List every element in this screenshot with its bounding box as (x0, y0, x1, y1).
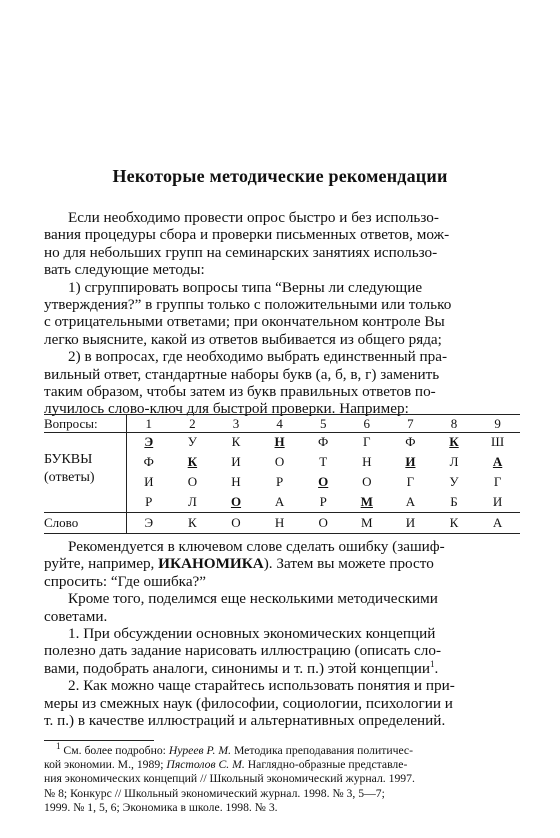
answer-letter: К (187, 454, 198, 469)
table-column-rule (126, 414, 127, 533)
question-number: 8 (450, 416, 458, 431)
advice1-text: вами, подобрать аналоги, синонимы и т. п.) этой концепции (44, 659, 430, 677)
answer-letter: О (318, 474, 329, 489)
answer-letter: Ш (491, 434, 505, 449)
advice2-line: меры из смежных наук (философии, социологии, психологии и (44, 694, 453, 712)
intro-line: вать следующие методы: (44, 261, 205, 279)
footnote-number: 1 (56, 741, 61, 752)
question-number: 4 (276, 416, 283, 431)
answer-letter: Р (319, 494, 327, 509)
answer-letter: Л (449, 454, 459, 469)
method1-line: утверждения?” в группы только с положительными или только (44, 296, 452, 314)
answer-letter: Ф (405, 434, 416, 449)
answer-letter: М (360, 494, 373, 509)
footnote-line: ния экономических концепций // Школьный экономический журнал. 1997. (44, 772, 415, 786)
answer-letter: И (144, 474, 154, 489)
questions-label: Вопросы: (44, 416, 98, 431)
answer-letter: Э (144, 434, 154, 449)
answer-letter: Р (145, 494, 153, 509)
question-number: 5 (319, 416, 327, 431)
table-word-rule (44, 512, 520, 513)
intro-line: но для небольших групп на семинарских занятиях использо- (44, 243, 438, 261)
answer-letter: Ф (143, 454, 154, 469)
key-word-letter: О (318, 515, 328, 530)
advice2-line: 2. Как можно чаще старайтесь использовать понятия и при- (68, 677, 455, 695)
answer-letter: И (231, 454, 241, 469)
body-text-upper (44, 209, 520, 418)
footnote-text: См. более подробно: (60, 744, 169, 757)
answer-letter: И (492, 494, 503, 509)
footnote-line (44, 741, 520, 758)
key-word-letter: О (231, 515, 241, 530)
recommend-line: спросить: “Где ошибка?” (44, 572, 207, 590)
footnote-text: Методика преподавания политичес- (231, 744, 414, 757)
advice2-line: т. п.) в качестве иллюстраций и альтернативных определений. (44, 712, 446, 730)
answer-key-table (44, 414, 520, 533)
answer-letter: О (362, 474, 372, 489)
key-word-letter: К (188, 515, 197, 530)
letters-sublabel: (ответы) (44, 470, 95, 485)
footnote-author: Пястолов С. М. (166, 758, 245, 772)
footnote-line: 1999. № 1, 5, 6; Экономика в школе. 1998. № 3. (44, 800, 278, 814)
answer-letter: Б (450, 494, 458, 509)
method1-line: с отрицательными ответами; при окончательном контроле Вы (44, 313, 445, 331)
recommend-line (44, 555, 520, 572)
key-word-letter: А (492, 515, 503, 530)
answer-letter: О (230, 494, 242, 509)
answer-letter: О (274, 454, 285, 469)
section-heading: Некоторые методические рекомендации (112, 166, 448, 186)
footnote-text: кой экономии. М., 1989; (44, 758, 167, 772)
question-number: 3 (232, 416, 240, 431)
recommend-line: Рекомендуется в ключевом слове сделать ошибку (зашиф- (68, 538, 445, 555)
answer-letter: Н (362, 454, 372, 469)
method2-line: 2) в вопросах, где необходимо выбрать единственный пра- (68, 348, 448, 366)
footnote-line: № 8; Конкурс // Школьный экономический журнал. 1998. № 3, 5—7; (44, 786, 385, 800)
footnote (44, 741, 520, 815)
answer-letter: К (449, 434, 459, 449)
answer-letter: А (274, 494, 285, 509)
question-number: 1 (145, 416, 153, 431)
question-number: 2 (189, 416, 196, 431)
answer-letter: О (187, 474, 198, 489)
method2-line: лучилось слово-ключ для быстрой проверки. Например: (44, 400, 409, 418)
answer-letter: У (449, 474, 459, 489)
answer-letter: И (405, 454, 416, 469)
body-text-lower (44, 538, 520, 729)
answer-letter: Т (319, 454, 328, 469)
answer-letter: Н (274, 434, 285, 449)
advice1-line: 1. При обсуждении основных экономических концепций (68, 625, 436, 643)
key-word-letter: Э (144, 515, 154, 530)
intro-line: Если необходимо провести опрос быстро и без использо- (68, 209, 439, 226)
answer-letter: У (187, 434, 197, 449)
key-word-letter: И (405, 515, 416, 530)
key-word-letter: Н (274, 515, 285, 530)
letters-label: БУКВЫ (44, 452, 93, 467)
answer-letter: Г (493, 474, 502, 489)
answer-letter: Ф (318, 434, 329, 449)
more-line: Кроме того, поделимся еще несколькими методическими (68, 590, 438, 608)
question-number: 9 (494, 416, 501, 431)
answer-letter: А (492, 454, 503, 469)
table-top-rule (44, 414, 520, 415)
method2-line: вильный ответ, стандартные наборы букв (а, б, в, г) заменить (44, 365, 440, 383)
more-line: советами. (44, 607, 108, 625)
advice1-line: полезно дать задание нарисовать иллюстрацию (описать сло- (44, 642, 442, 660)
method1-line: 1) сгруппировать вопросы типа “Верны ли следующие (68, 278, 423, 296)
recommend-text: ). Затем вы можете просто (263, 555, 434, 573)
table-bottom-rule (44, 533, 520, 534)
answer-letter: Р (275, 474, 284, 489)
footnote-text: Наглядно-образные представле- (244, 758, 408, 772)
footnote-author: Нуреев Р. М. (168, 744, 232, 757)
question-number: 6 (363, 416, 371, 431)
key-word-letter: К (449, 515, 459, 530)
error-word: ИКАНОМИКА (158, 555, 264, 573)
answer-letter: Г (406, 474, 415, 489)
answer-letter: Г (363, 434, 371, 449)
method1-line: легко выясните, какой из ответов выбивается из общего ряда; (44, 330, 442, 348)
key-word-letter: М (361, 515, 373, 530)
answer-letter: Н (231, 474, 241, 489)
answer-letter: К (231, 434, 241, 449)
question-number: 7 (407, 416, 414, 431)
method2-line: таким образом, чтобы затем из букв правильных ответов по- (44, 383, 436, 401)
recommend-text: руйте, например, (44, 555, 159, 573)
advice1-line (44, 660, 520, 677)
word-label: Слово (44, 515, 79, 530)
footnote-ref: 1 (429, 658, 435, 669)
intro-line: вания процедуры сбора и проверки письменных ответов, мож- (44, 226, 450, 244)
answer-letter: Л (187, 494, 197, 509)
table-header-rule (44, 432, 520, 433)
footnote-line (44, 758, 520, 772)
answer-letter: А (405, 494, 416, 509)
advice1-text: . (434, 659, 439, 677)
